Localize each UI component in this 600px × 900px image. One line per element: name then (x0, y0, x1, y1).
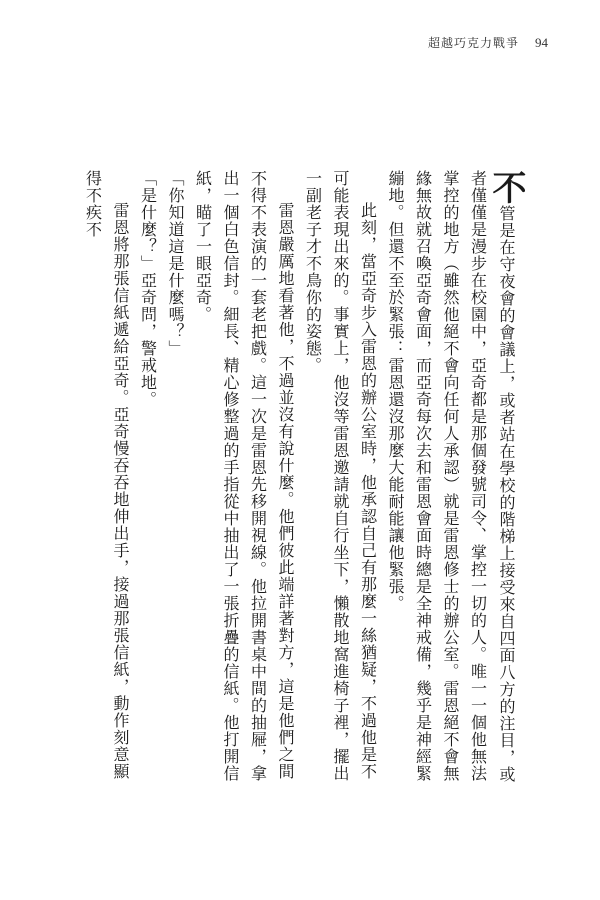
paragraph-1-text: 管是在守夜會的會議上，或者站在學校的階梯上接受來自四面八方的注目，或者僅僅是漫步在校園中，亞奇都是那個發號司令、掌控一切的人。唯一一個他無法掌控的地方（雖然他絕不會向任何人承認）就是雷恩修士的辦公室。雷恩絕不會無緣無故就召喚亞奇會面，而亞奇每次去和雷恩會面時總是全神戒備，幾乎是神經緊繃地。但還不至於緊張：雷恩還沒那麼大能耐能讓他緊張。 (386, 170, 516, 783)
paragraph-2: 此刻，當亞奇步入雷恩的辦公室時，他承認自己有那麼一絲猶疑，不過他是不可能表現出來的。事實上，他沒等雷恩邀請就自行坐下，懶散地窩進椅子裡，擺出一副老子才不鳥你的姿態。 (303, 170, 378, 782)
paragraph-3: 雷恩嚴厲地看著他，不過並沒有說什麼。他們彼此端詳著對方，這是他們之間不得不表演的一套老把戲。這一次是雷恩先移開視線。他拉開書桌中間的抽屜，拿出一個白色信封。細長、精心修整過的手指從中抽出了一張折疊的信紙。他打開信紙，瞄了一眼亞奇。 (193, 170, 295, 782)
dialog-line-2: 「是什麼？」亞奇問，警戒地。 (138, 170, 158, 408)
book-title: 超越巧克力戰爭 (427, 36, 519, 50)
page-number: 94 (535, 35, 548, 50)
body-text (70, 170, 526, 796)
paragraph-4: 雷恩將那張信紙遞給亞奇。亞奇慢吞吞地伸出手，接過那張信紙，動作刻意顯得不疾不 (83, 170, 130, 780)
paragraph-1 (382, 170, 526, 796)
dialog-line-1: 「你知道這是什麼嗎？」 (166, 170, 185, 357)
drop-cap: 不 (486, 170, 526, 205)
running-head (428, 34, 548, 51)
